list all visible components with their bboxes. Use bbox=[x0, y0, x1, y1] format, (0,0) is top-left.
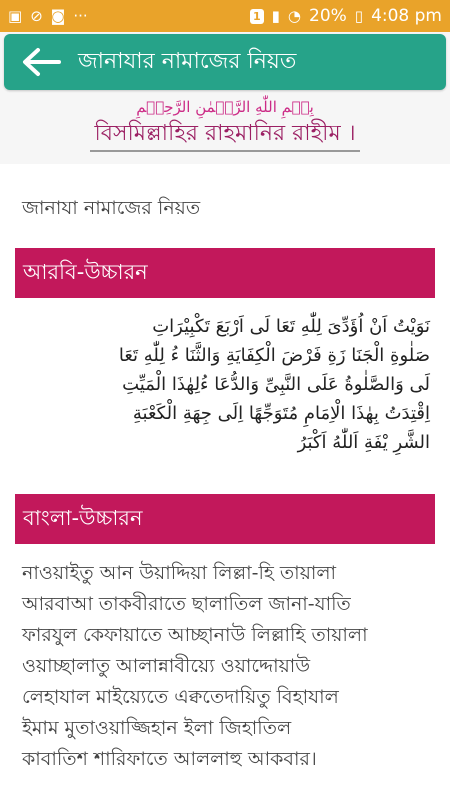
more-notifications-icon: ··· bbox=[73, 6, 88, 25]
mute-icon: ⊘ bbox=[30, 6, 43, 25]
bengali-line: নাওয়াইতু আন উয়াদ্দিয়া লিল্লা-হি তায়ালা bbox=[22, 562, 337, 584]
bismillah-bengali: বিসমিল্লাহির রাহমানির রাহীম । bbox=[90, 118, 359, 152]
bengali-text bbox=[22, 558, 442, 775]
back-arrow-icon bbox=[21, 47, 61, 77]
arabic-line: اِقْتِدَتُ بِهٰذَا الْاِمَامِ مُتَوَجِّهًا اِلَى جِهَةِ الْكَعْبَةِ bbox=[132, 403, 430, 424]
battery-percent: 20% bbox=[309, 6, 347, 26]
bismillah-arabic: بِسۡمِ اللّٰهِ الرَّحۡمٰنِ الرَّحِیۡمِ bbox=[136, 98, 314, 116]
status-bar bbox=[0, 0, 450, 32]
arabic-section-header: আরবি-উচ্চারন bbox=[15, 248, 435, 298]
bengali-line: কাবাতিশ শারিফাতে আললাহু আকবার। bbox=[22, 748, 317, 770]
arabic-line: الشَّرِ يْفَةِ اَللّٰهُ اَكْبَرُ bbox=[297, 432, 430, 453]
bengali-line: ওয়াচ্ছালাতু আলান্নাবীয়্যে ওয়াদ্দোয়াউ bbox=[22, 655, 311, 677]
wifi-icon: ◔ bbox=[287, 6, 301, 25]
bengali-section-header: বাংলা-উচ্চারন bbox=[15, 494, 435, 544]
battery-icon: ▯ bbox=[354, 6, 364, 25]
arabic-line: لَى وَالصَّلٰوةُ عَلَى النَّبِىِّ وَالدُّعَا ءُلِهٰذَا الْمَيِّتِ bbox=[122, 374, 430, 395]
bengali-line: আরবাআ তাকবীরাতে ছালাতিল জানা-যাতি bbox=[22, 593, 351, 615]
arabic-line: نَوَيْتُ اَنْ اُؤَدِّىَ لِلّٰهِ تَعَا لَى اَرْبَعَ تَكْبِيْرَاتِ bbox=[152, 316, 430, 337]
status-right bbox=[250, 6, 442, 26]
bengali-line: ফারযুল কেফায়াতে আচ্ছানাউ লিল্লাহি তায়ালা bbox=[22, 624, 368, 646]
bismillah-banner bbox=[0, 96, 450, 158]
signal-icon: ▮ bbox=[271, 6, 280, 25]
camera-icon: ◙ bbox=[50, 6, 66, 25]
status-left bbox=[8, 6, 88, 25]
gallery-icon: ▣ bbox=[8, 6, 23, 25]
bengali-line: ইমাম মুতাওয়াজ্জিহান ইলা জিহাতিল bbox=[22, 717, 292, 739]
arabic-text bbox=[16, 312, 430, 457]
sim-badge: 1 bbox=[250, 9, 264, 24]
arabic-line: صَلٰوةِ الْجَنَا زَةِ فَرْضَ الْكِفَايَةِ وَالثَّنَا ءُ لِلّٰهِ تَعَا bbox=[118, 345, 430, 366]
back-button[interactable] bbox=[4, 34, 78, 90]
page-title: জানাযার নামাজের নিয়ত bbox=[78, 48, 297, 74]
bengali-line: লেহাযাল মাইয়্যেতে এক্বতেদায়িতু বিহাযাল bbox=[22, 686, 339, 708]
clock: 4:08 pm bbox=[371, 6, 442, 26]
content-heading: জানাযা নামাজের নিয়ত bbox=[22, 197, 201, 219]
app-bar bbox=[4, 34, 446, 90]
